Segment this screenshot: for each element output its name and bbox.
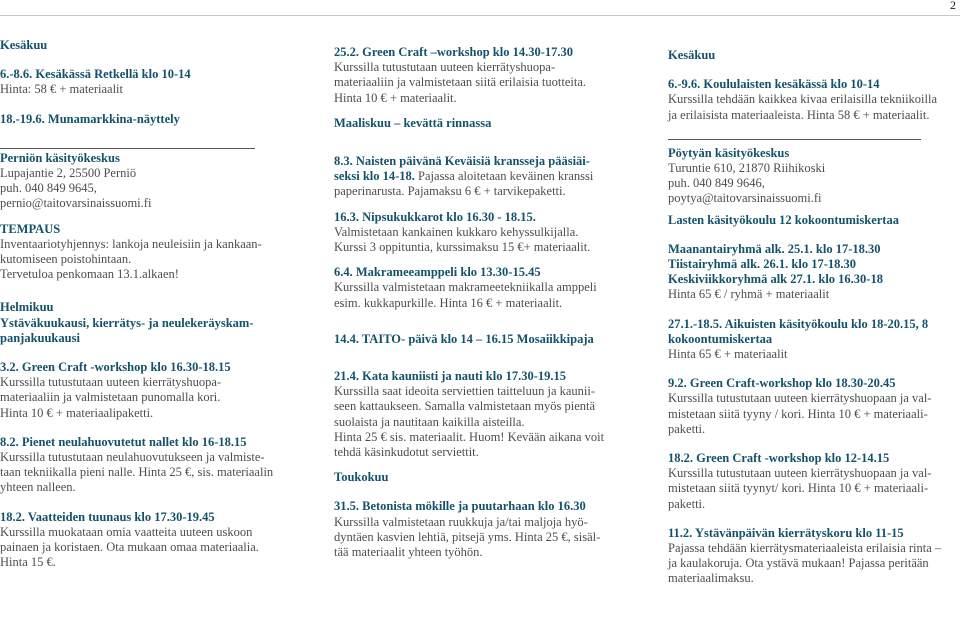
- section-divider: [0, 148, 255, 149]
- event-text: taan tekniikalla pieni nalle. Hinta 25 €, sis. materiaalin: [0, 465, 274, 480]
- event-text: materiaaliin ja valmistetaan punomalla kori.: [0, 390, 221, 405]
- event-title: 9.2. Green Craft-workshop klo 18.30-20.45: [668, 376, 896, 391]
- org-address: Turuntie 610, 21870 Riihikoski: [668, 161, 826, 176]
- event-text: Valmistetaan kankainen kukkaro kehyssulkijalla.: [334, 224, 579, 239]
- event-title: 6.-8.6. Kesäkässä Retkellä klo 10-14: [0, 67, 191, 82]
- event-text: Hinta 25 € sis. materiaalit. Huom! Kevään aikana voit: [334, 429, 605, 444]
- event-text: materiaaliin ja valmistetaan siitä erilaisia tuotteita.: [334, 75, 586, 90]
- event-text: suolaista ja nautitaan kaikilla aisteilla.: [334, 414, 525, 429]
- event-title: 11.2. Ystävänpäivän kierrätyskoru klo 11-15: [668, 525, 904, 540]
- event-text: ja erilaisista materiaaleista. Hinta 58 € + materiaalit.: [668, 107, 930, 122]
- event-text: Kurssilla tutustutaan uuteen kierrätyshuopa-: [0, 375, 222, 390]
- event-title: seksi klo 14-18.: [334, 169, 415, 184]
- event-title: 16.3. Nipsukukkarot klo 16.30 - 18.15.: [334, 209, 536, 224]
- event-title: 8.2. Pienet neulahuovutetut nallet klo 16-18.15: [0, 434, 247, 449]
- event-text: Pajassa tehdään kierrätysmateriaaleista erilaisia rinta –: [668, 541, 942, 556]
- event-title: 6.4. Makrameeamppeli klo 13.30-15.45: [334, 265, 541, 280]
- event-title: 6.-9.6. Koululaisten kesäkässä klo 10-14: [668, 77, 880, 92]
- event-title: 14.4. TAITO- päivä klo 14 – 16.15 Mosaiikkipaja: [334, 331, 594, 346]
- column-2: [334, 45, 634, 560]
- event-text: yhteen nalleen.: [0, 480, 76, 495]
- org-phone: puh. 040 849 9645,: [0, 181, 97, 196]
- section-title-maaliskuu: Maaliskuu – kevättä rinnassa: [334, 115, 492, 130]
- group-price: Hinta 65 € / ryhmä + materiaalit: [668, 287, 830, 302]
- event-text: Kurssilla tutustutaan uuteen kierrätyshuopaan ja val-: [668, 391, 932, 406]
- org-name: Pöytyän käsityökeskus: [668, 145, 790, 160]
- heading-kesakuu: Kesäkuu: [0, 38, 48, 52]
- event-text: Kurssilla valmistetaan makrameetekniikalla amppeli: [334, 280, 597, 295]
- event-text: painaen ja koristaen. Ota mukaan omaa materiaalia.: [0, 540, 259, 555]
- event-title: 31.5. Betonista mökille ja puutarhaan klo 16.30: [334, 499, 586, 514]
- event-text: esim. kukkapurkille. Hinta 16 € + materiaalit.: [334, 295, 563, 310]
- event-text: mistetaan siitä tyynyt/ kori. Hinta 10 € + materiaali-: [668, 481, 929, 496]
- event-text: tää materiaalit yhteen työhön.: [334, 545, 483, 560]
- section-divider: [668, 139, 921, 140]
- group-schedule: Maanantairyhmä alk. 25.1. klo 17-18.30: [668, 241, 881, 256]
- event-text: Hinta 10 € + materiaalit.: [334, 90, 457, 105]
- event-text: Kurssilla tutustutaan uuteen kierrätyshuopaan ja val-: [668, 466, 932, 481]
- event-price: Hinta 65 € + materiaalit: [668, 347, 788, 362]
- event-title: 8.3. Naisten päivänä Keväisiä kransseja pääsiäi-: [334, 154, 590, 169]
- event-title: 3.2. Green Craft -workshop klo 16.30-18.15: [0, 360, 231, 375]
- event-title: kokoontumiskertaa: [668, 331, 773, 346]
- event-text: Kurssilla tehdään kaikkea kivaa erilaisilla tekniikoilla: [668, 92, 938, 107]
- org-name: Perniön käsityökeskus: [0, 150, 120, 165]
- event-text: paketti.: [668, 496, 706, 511]
- event-text: dyntäen kasvien lehtiä, pitsejä yms. Hinta 25 €, sisäl-: [334, 529, 601, 544]
- section-title-toukokuu: Toukokuu: [334, 470, 389, 485]
- event-text: paperinarusta. Pajamaksu 6 € + tarvikepaketti.: [334, 184, 566, 199]
- tempaus-title: TEMPAUS: [0, 221, 61, 236]
- event-text: Kurssilla tutustutaan uuteen kierrätyshuopa-: [334, 60, 556, 75]
- event-text: Kurssilla muokataan omia vaatteita uuteen uskoon: [0, 524, 253, 539]
- tempaus-text: kutomiseen poistohintaan.: [0, 252, 132, 267]
- event-title: 18.2. Vaatteiden tuunaus klo 17.30-19.45: [0, 509, 215, 524]
- event-text: ja kaulakoruja. Ota ystävä mukaan! Pajassa peritään: [668, 556, 929, 571]
- lasten-title: Lasten käsityökoulu 12 kokoontumiskertaa: [668, 212, 899, 227]
- event-title: 27.1.-18.5. Aikuisten käsityökoulu klo 18-20.15, 8: [668, 316, 929, 331]
- group-schedule: Tiistairyhmä alk. 26.1. klo 17-18.30: [668, 257, 856, 272]
- event-text: Kurssi 3 oppituntia, kurssimaksu 15 €+ materiaalit.: [334, 240, 591, 255]
- group-schedule: Keskiviikkoryhmä alk 27.1. klo 16.30-18: [668, 272, 883, 287]
- org-phone: puh. 040 849 9646,: [668, 176, 765, 191]
- event-text: materiaalimaksu.: [668, 571, 754, 586]
- section-title-helmikuu: Helmikuu: [0, 300, 54, 315]
- event-text: Kurssilla valmistetaan ruukkuja ja/tai maljoja hyö-: [334, 514, 588, 529]
- column-3: [668, 48, 960, 587]
- tempaus-text: Inventaariotyhjennys: lankoja neuleisiin ja kankaan-: [0, 236, 262, 251]
- column-1: [0, 38, 305, 570]
- tempaus-text: Tervetuloa penkomaan 13.1.alkaen!: [0, 267, 179, 282]
- event-text: mistetaan siitä tyyny / kori. Hinta 10 € + materiaali-: [668, 406, 928, 421]
- event-title: 21.4. Kata kauniisti ja nauti klo 17.30-19.15: [334, 369, 566, 384]
- event-title: 18.-19.6. Munamarkkina-näyttely: [0, 111, 180, 126]
- page-number: 2: [950, 0, 956, 12]
- event-text: seen kattaukseen. Samalla valmistetaan myös pientä: [334, 399, 596, 414]
- event-text: Hinta 15 €.: [0, 555, 56, 570]
- event-title: 18.2. Green Craft -workshop klo 12-14.15: [668, 451, 890, 466]
- header-rule: [0, 15, 960, 16]
- event-price: Hinta: 58 € + materiaalit: [0, 82, 123, 97]
- section-subtitle: panjakuukausi: [0, 330, 80, 345]
- event-text: Kurssilla tutustutaan neulahuovutukseen ja valmiste-: [0, 450, 265, 465]
- event-text: tehdä käsinkudotut serviettit.: [334, 445, 479, 460]
- event-title: 25.2. Green Craft –workshop klo 14.30-17.30: [334, 45, 574, 59]
- org-address: Lupajantie 2, 25500 Perniö: [0, 166, 137, 181]
- section-subtitle: Ystäväkuukausi, kierrätys- ja neulekeräyskam-: [0, 315, 254, 330]
- org-email[interactable]: poytya@taitovarsinaissuomi.fi: [668, 191, 822, 206]
- event-text: paketti.: [668, 421, 706, 436]
- org-email[interactable]: pernio@taitovarsinaissuomi.fi: [0, 196, 152, 211]
- heading-kesakuu: Kesäkuu: [668, 48, 716, 62]
- event-text: Pajassa aloitetaan keväinen kranssi: [414, 169, 594, 184]
- event-text: Hinta 10 € + materiaalipaketti.: [0, 405, 154, 420]
- event-text: Kurssilla saat ideoita serviettien taitteluun ja kaunii-: [334, 384, 596, 399]
